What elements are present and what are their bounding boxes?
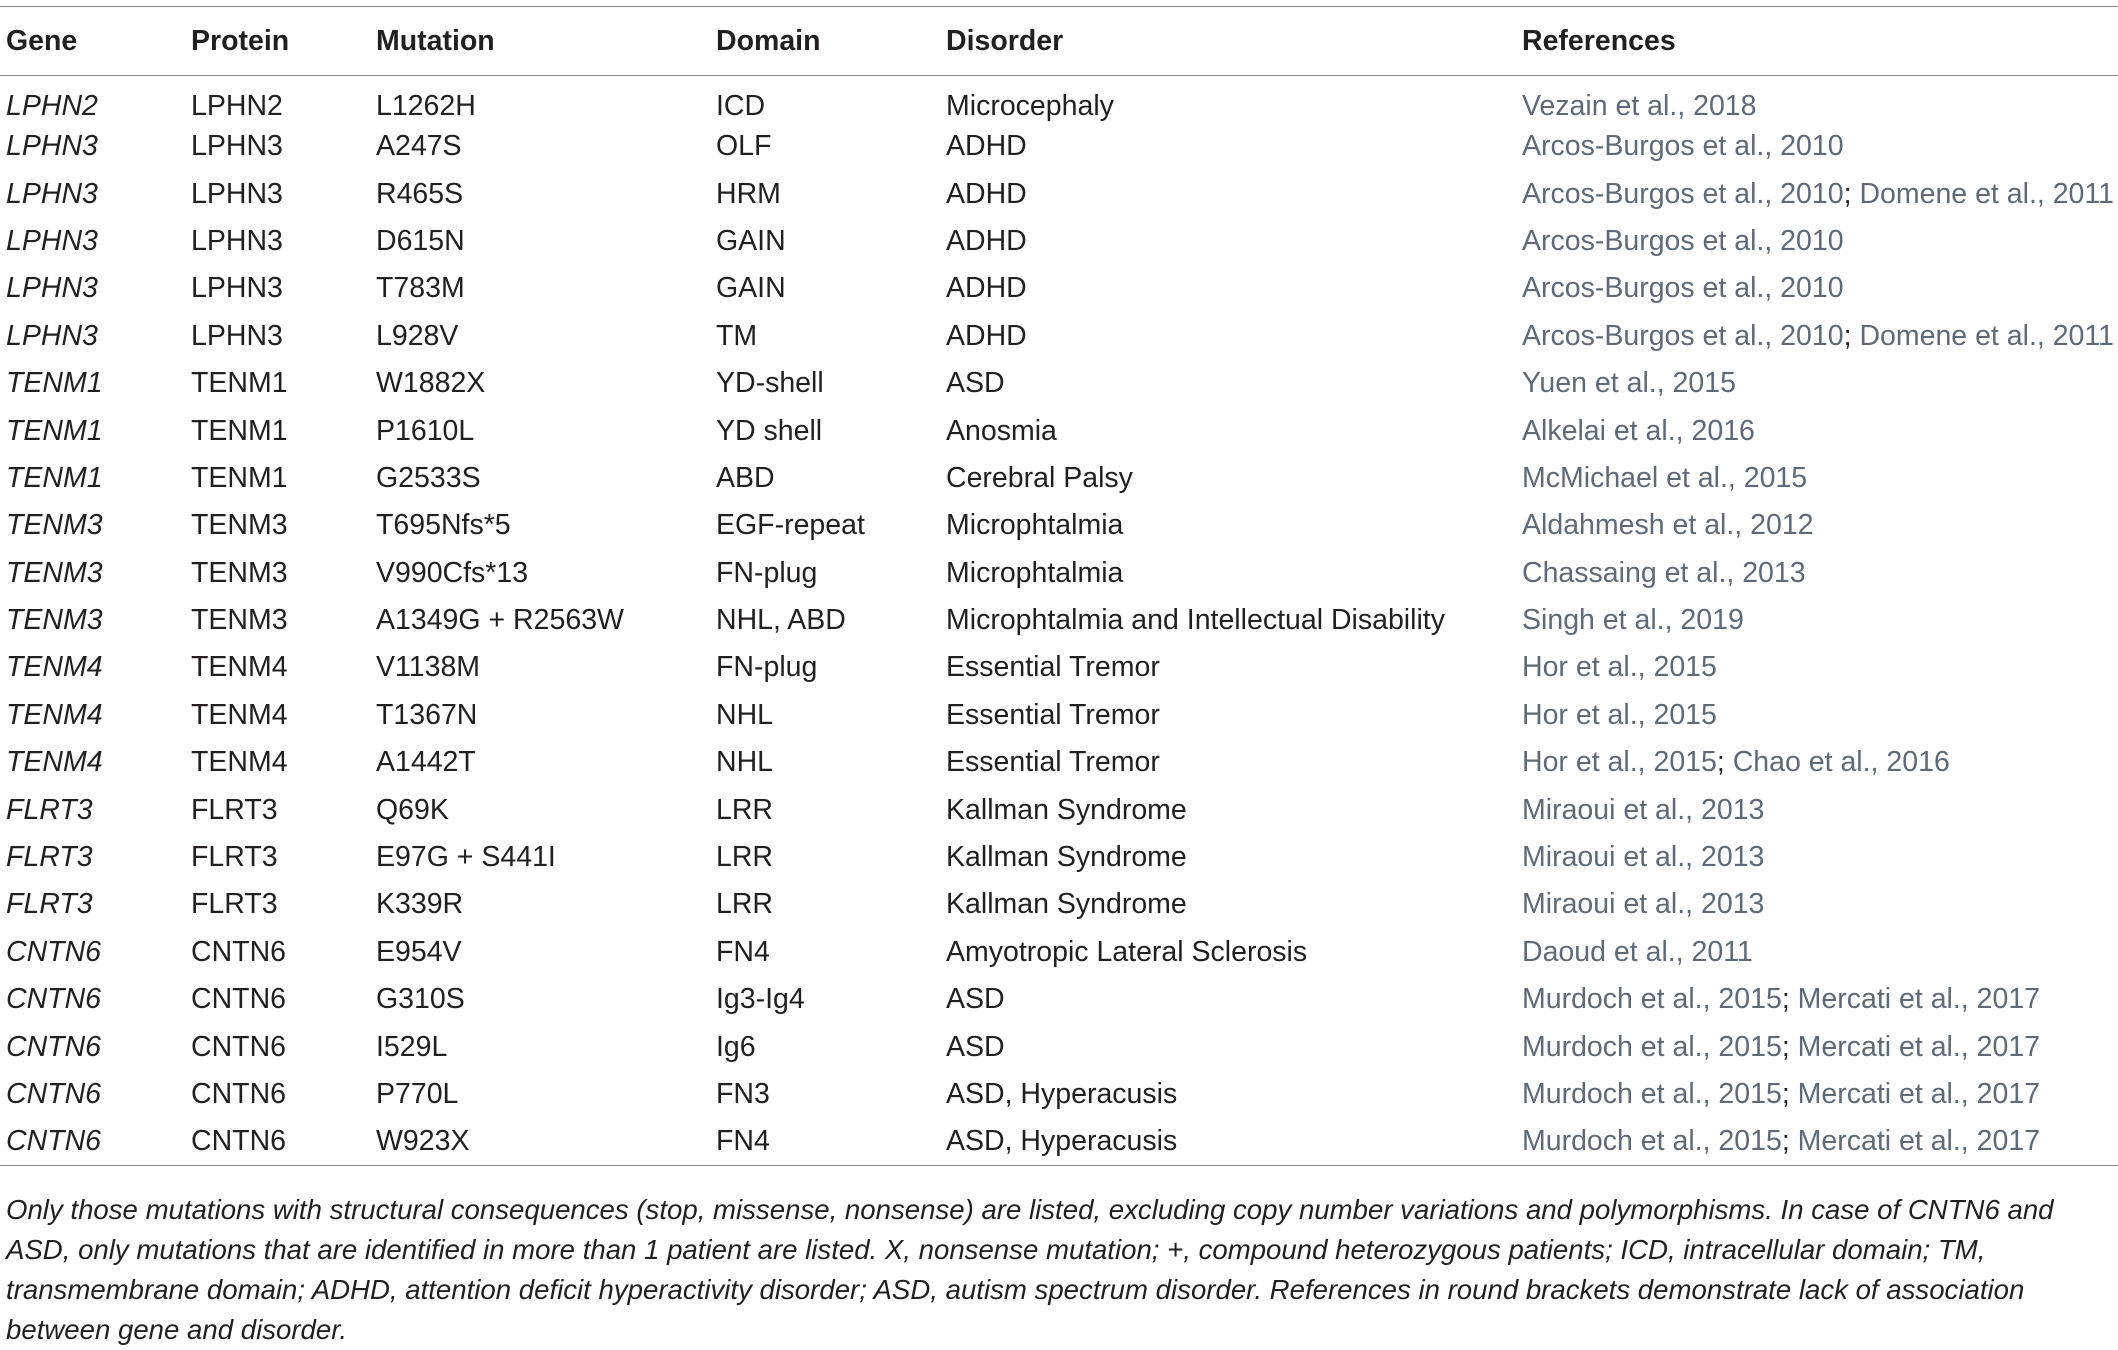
reference-separator: ; (1781, 983, 1798, 1016)
cell-references (1516, 692, 2118, 739)
cell-references (1516, 170, 2118, 217)
cell-protein: CNTN6 (191, 1078, 287, 1110)
cell-gene: TENM3 (6, 509, 103, 542)
cell-disorder: ASD (946, 1030, 1005, 1063)
cell-references (1516, 76, 2118, 124)
cell-protein: CNTN6 (191, 1125, 287, 1158)
reference-link[interactable]: Arcos-Burgos et al., 2010 (1522, 130, 1844, 163)
cell-references (1516, 218, 2118, 265)
table-row (0, 218, 2118, 265)
cell-mutation: P1610L (376, 414, 475, 447)
cell-disorder: Kallman Syndrome (946, 841, 1187, 874)
cell-mutation: T1367N (376, 698, 478, 731)
cell-references (1516, 739, 2118, 786)
cell-protein: CNTN6 (191, 935, 287, 968)
cell-protein: LPHN3 (191, 319, 283, 352)
reference-link[interactable]: Yuen et al., 2015 (1522, 367, 1736, 400)
cell-mutation: W923X (376, 1125, 470, 1158)
cell-protein: LPHN3 (191, 177, 283, 210)
cell-protein: CNTN6 (191, 983, 287, 1016)
cell-domain: FN-plug (716, 556, 818, 589)
header-disorder: Disorder (946, 24, 1064, 57)
cell-domain: GAIN (716, 224, 786, 257)
cell-disorder: Cerebral Palsy (946, 461, 1133, 494)
cell-mutation: Q69K (376, 793, 449, 826)
table-row (0, 455, 2118, 502)
reference-separator: ; (1781, 1030, 1798, 1063)
cell-disorder: Anosmia (946, 414, 1057, 447)
reference-link[interactable]: Arcos-Burgos et al., 2010 (1522, 272, 1844, 305)
cell-references (1516, 123, 2118, 170)
cell-references (1516, 1118, 2118, 1165)
cell-gene: TENM4 (6, 651, 103, 684)
cell-mutation: T695Nfs*5 (376, 509, 511, 542)
cell-protein: LPHN3 (191, 272, 283, 305)
cell-protein: TENM3 (191, 556, 288, 589)
reference-link[interactable]: Hor et al., 2015 (1522, 698, 1717, 731)
cell-protein: LPHN3 (191, 224, 283, 257)
cell-gene: CNTN6 (6, 1125, 102, 1158)
cell-references (1516, 360, 2118, 407)
cell-disorder: ADHD (946, 130, 1027, 163)
cell-disorder: ASD, Hyperacusis (946, 1125, 1178, 1158)
cell-references (1516, 786, 2118, 833)
table-row (0, 313, 2118, 360)
reference-separator: ; (1843, 319, 1860, 352)
reference-link[interactable]: Mercati et al., 2017 (1797, 1078, 2041, 1110)
table-row (0, 502, 2118, 549)
reference-link[interactable]: Miraoui et al., 2013 (1522, 793, 1765, 826)
cell-domain: Ig6 (716, 1030, 756, 1063)
cell-references (1516, 1071, 2118, 1118)
cell-disorder: Microphtalmia and Intellectual Disability (946, 604, 1445, 637)
cell-domain: NHL (716, 698, 774, 731)
table-row (0, 739, 2118, 786)
reference-separator: ; (1843, 177, 1860, 210)
cell-protein: FLRT3 (191, 841, 278, 874)
cell-references (1516, 976, 2118, 1023)
cell-disorder: Essential Tremor (946, 698, 1160, 731)
reference-separator: ; (1781, 1125, 1798, 1158)
cell-mutation: I529L (376, 1030, 448, 1063)
cell-domain: LRR (716, 793, 774, 826)
cell-protein: FLRT3 (191, 888, 278, 921)
cell-protein: CNTN6 (191, 1030, 287, 1063)
reference-link[interactable]: Mercati et al., 2017 (1797, 1030, 2041, 1063)
cell-mutation: G310S (376, 983, 465, 1016)
table-row (0, 1071, 2118, 1118)
reference-link[interactable]: Arcos-Burgos et al., 2010 (1522, 177, 1844, 210)
table-row (0, 360, 2118, 407)
reference-link[interactable]: McMichael et al., 2015 (1522, 461, 1808, 494)
cell-mutation: P770L (376, 1078, 459, 1110)
cell-mutation: A247S (376, 130, 462, 163)
cell-mutation: A1442T (376, 746, 476, 779)
cell-gene: LPHN3 (6, 177, 98, 210)
cell-gene: FLRT3 (6, 841, 93, 874)
table-row (0, 834, 2118, 881)
cell-domain: YD shell (716, 414, 823, 447)
cell-domain: TM (716, 319, 758, 352)
table-row (0, 881, 2118, 928)
cell-domain: FN3 (716, 1078, 770, 1110)
cell-protein: TENM4 (191, 698, 288, 731)
cell-protein: TENM1 (191, 461, 288, 494)
cell-protein: LPHN2 (191, 90, 283, 122)
cell-mutation: A1349G + R2563W (376, 604, 624, 637)
cell-domain: HRM (716, 177, 781, 210)
cell-gene: TENM3 (6, 604, 103, 637)
cell-domain: FN-plug (716, 651, 818, 684)
cell-references (1516, 265, 2118, 312)
cell-protein: TENM3 (191, 604, 288, 637)
table-footnote: Only those mutations with structural consequences (stop, missense, nonsense) are listed, excluding copy number variations and polymorphisms. In case of CNTN6 and ASD, only mutations that are identified in more than 1 patient are listed. X, nonsense mutation; +, compound heterozygous patients; ICD, intracellular domain; TM, transmembrane domain; ADHD, attention deficit hyperactivity disorder; ASD, autism spectrum disorder. References in round brackets demonstrate lack of association between gene and disorder. (6, 1194, 2054, 1345)
reference-link[interactable]: Murdoch et al., 2015 (1522, 1078, 1782, 1110)
cell-disorder: ASD (946, 983, 1005, 1016)
cell-references (1516, 407, 2118, 454)
cell-protein: TENM1 (191, 367, 288, 400)
reference-link[interactable]: Miraoui et al., 2013 (1522, 841, 1765, 874)
table-row (0, 976, 2118, 1023)
reference-link[interactable]: Domene et al., 2011 (1859, 177, 2114, 210)
cell-disorder: Amyotropic Lateral Sclerosis (946, 935, 1308, 968)
cell-protein: TENM4 (191, 651, 288, 684)
cell-protein: FLRT3 (191, 793, 278, 826)
reference-link[interactable]: Hor et al., 2015 (1522, 746, 1717, 779)
reference-link[interactable]: Alkelai et al., 2016 (1522, 414, 1755, 447)
cell-mutation: D615N (376, 224, 465, 257)
cell-gene: CNTN6 (6, 1030, 102, 1063)
cell-references (1516, 1023, 2118, 1070)
reference-link[interactable]: Arcos-Burgos et al., 2010 (1522, 224, 1844, 257)
cell-disorder: ASD, Hyperacusis (946, 1078, 1178, 1110)
cell-disorder: Kallman Syndrome (946, 888, 1187, 921)
cell-disorder: ASD (946, 367, 1005, 400)
header-row (0, 7, 2118, 76)
cell-protein: LPHN3 (191, 130, 283, 163)
cell-references (1516, 455, 2118, 502)
reference-link[interactable]: Singh et al., 2019 (1522, 604, 1744, 637)
cell-domain: Ig3-Ig4 (716, 983, 805, 1016)
cell-references (1516, 644, 2118, 691)
cell-mutation: V1138M (376, 651, 481, 684)
cell-mutation: W1882X (376, 367, 486, 400)
cell-gene: LPHN3 (6, 272, 98, 305)
cell-references (1516, 881, 2118, 928)
reference-link[interactable]: Aldahmesh et al., 2012 (1522, 509, 1814, 542)
cell-domain: FN4 (716, 935, 770, 968)
cell-domain: ABD (716, 461, 775, 494)
cell-mutation: E97G + S441I (376, 841, 556, 874)
mutations-table (0, 6, 2118, 1166)
table-row (0, 786, 2118, 833)
cell-domain: OLF (716, 130, 772, 163)
cell-mutation: L928V (376, 319, 459, 352)
cell-references (1516, 313, 2118, 360)
cell-disorder: Microphtalmia (946, 556, 1124, 589)
cell-mutation: T783M (376, 272, 465, 305)
header-references: References (1522, 24, 1676, 57)
cell-domain: LRR (716, 841, 774, 874)
cell-gene: CNTN6 (6, 1078, 102, 1110)
table-row (0, 692, 2118, 739)
cell-domain: NHL (716, 746, 774, 779)
cell-mutation: E954V (376, 935, 462, 968)
reference-link[interactable]: Miraoui et al., 2013 (1522, 888, 1765, 921)
cell-gene: FLRT3 (6, 888, 93, 921)
cell-disorder: ADHD (946, 319, 1027, 352)
cell-disorder: ADHD (946, 224, 1027, 257)
cell-gene: LPHN3 (6, 319, 98, 352)
cell-references (1516, 834, 2118, 881)
cell-mutation: V990Cfs*13 (376, 556, 529, 589)
table-row (0, 550, 2118, 597)
cell-disorder: Kallman Syndrome (946, 793, 1187, 826)
cell-gene: TENM4 (6, 698, 103, 731)
cell-gene: LPHN3 (6, 130, 98, 163)
cell-references (1516, 597, 2118, 644)
cell-mutation: R465S (376, 177, 464, 210)
header-domain: Domain (716, 24, 821, 57)
cell-disorder: Microcephaly (946, 90, 1114, 122)
cell-protein: TENM1 (191, 414, 288, 447)
table-row (0, 407, 2118, 454)
cell-mutation: G2533S (376, 461, 481, 494)
reference-link[interactable]: Murdoch et al., 2015 (1522, 983, 1782, 1016)
reference-link[interactable]: Domene et al., 2011 (1859, 319, 2114, 352)
reference-link[interactable]: Murdoch et al., 2015 (1522, 1030, 1782, 1063)
cell-protein: TENM3 (191, 509, 288, 542)
cell-references (1516, 550, 2118, 597)
cell-disorder: Essential Tremor (946, 746, 1160, 779)
cell-domain: ICD (716, 90, 766, 122)
cell-protein: TENM4 (191, 746, 288, 779)
cell-gene: FLRT3 (6, 793, 93, 826)
cell-gene: CNTN6 (6, 935, 102, 968)
reference-link[interactable]: Daoud et al., 2011 (1522, 935, 1753, 968)
reference-separator: ; (1716, 746, 1733, 779)
cell-domain: FN4 (716, 1125, 770, 1158)
cell-domain: LRR (716, 888, 774, 921)
table-row (0, 929, 2118, 976)
cell-gene: TENM1 (6, 414, 103, 447)
table-row (0, 76, 2118, 124)
reference-separator: ; (1781, 1078, 1798, 1110)
cell-references (1516, 502, 2118, 549)
cell-gene: TENM1 (6, 461, 103, 494)
table-body (0, 76, 2118, 1166)
reference-link[interactable]: Chao et al., 2016 (1732, 746, 1950, 779)
cell-disorder: Microphtalmia (946, 509, 1124, 542)
cell-disorder: Essential Tremor (946, 651, 1160, 684)
cell-gene: LPHN3 (6, 224, 98, 257)
table-row (0, 170, 2118, 217)
cell-domain: GAIN (716, 272, 786, 305)
cell-disorder: ADHD (946, 272, 1027, 305)
table-row (0, 597, 2118, 644)
table-header (0, 7, 2118, 76)
table-row (0, 265, 2118, 312)
reference-link[interactable]: Chassaing et al., 2013 (1522, 556, 1806, 589)
table-row (0, 123, 2118, 170)
header-mutation: Mutation (376, 24, 495, 57)
reference-link[interactable]: Hor et al., 2015 (1522, 651, 1717, 684)
reference-link[interactable]: Mercati et al., 2017 (1797, 1125, 2041, 1158)
cell-mutation: L1262H (376, 90, 476, 122)
table-row (0, 1023, 2118, 1070)
cell-domain: NHL, ABD (716, 604, 846, 637)
cell-gene: TENM4 (6, 746, 103, 779)
reference-link[interactable]: Murdoch et al., 2015 (1522, 1125, 1782, 1158)
cell-gene: CNTN6 (6, 983, 102, 1016)
cell-gene: LPHN2 (6, 90, 98, 122)
cell-domain: YD-shell (716, 367, 824, 400)
cell-domain: EGF-repeat (716, 509, 865, 542)
cell-mutation: K339R (376, 888, 464, 921)
header-gene: Gene (6, 24, 78, 57)
cell-gene: TENM1 (6, 367, 103, 400)
header-protein: Protein (191, 24, 290, 57)
reference-link[interactable]: Arcos-Burgos et al., 2010 (1522, 319, 1844, 352)
cell-gene: TENM3 (6, 556, 103, 589)
cell-disorder: ADHD (946, 177, 1027, 210)
reference-link[interactable]: Mercati et al., 2017 (1797, 983, 2041, 1016)
table-row (0, 1118, 2118, 1165)
table-row (0, 644, 2118, 691)
reference-link[interactable]: Vezain et al., 2018 (1522, 90, 1757, 122)
cell-references (1516, 929, 2118, 976)
